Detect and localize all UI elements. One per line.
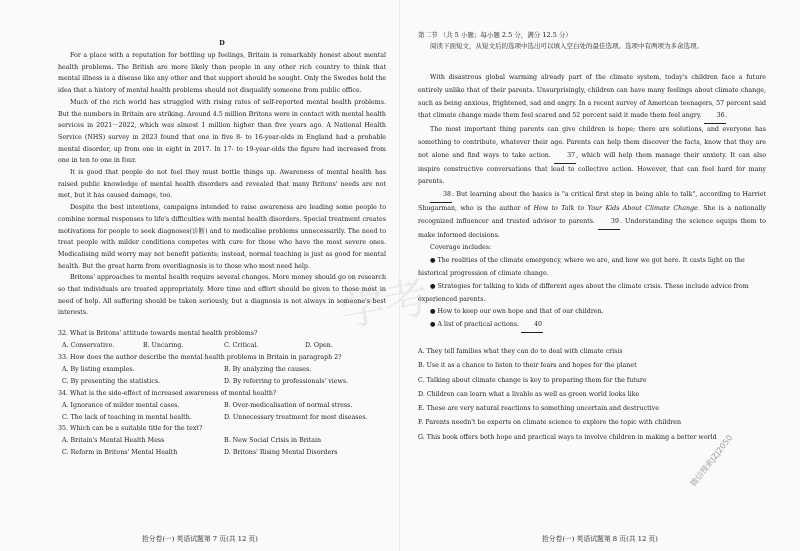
option: C. By presenting the statistics. <box>62 377 161 385</box>
blank-40: 40 <box>521 319 543 333</box>
right-page <box>400 0 800 551</box>
passage-paragraph: It is good that people do not feel they must bottle things up. Awareness of mental health has raised public knowledge of mental health disorders and revealed that many Britons' needs are not met, but it has caused damage, too. <box>58 169 386 200</box>
option: A. Conservative. <box>62 342 115 350</box>
option: B. New Social Crisis in Britain <box>224 437 322 445</box>
watermark-logo: 学考 <box>337 271 433 338</box>
option: A. By listing examples. <box>62 365 135 373</box>
page-footer: 抢分卷(一) 英语试题第 7 页(共 12 页) <box>142 535 258 543</box>
coverage-bullet: ● Strategies for talking to kids of different ages about the climate crisis. These include advice from experienced parents. <box>418 282 749 303</box>
coverage-bullet: ● The realities of the climate emergency, where we are, and how we got here. It casts light on the historical progression of climate change. <box>418 257 745 277</box>
coverage-label: Coverage includes: <box>430 244 492 252</box>
option: C. Reform in Britons' Mental Health <box>62 449 178 457</box>
passage-heading: D <box>219 39 225 47</box>
passage-paragraph: Britons' approaches to mental health require several changes. More money should go on research so that individuals are treated appropriately. More time and effort should be given to those most in need of help. All suffering should be taken seriously, but a diagnosis is not always in someone's best interests. <box>58 274 386 317</box>
section-instructions: 阅读下面短文，从短文后的选项中选出可以填入空白处的最佳选项。选项中有两项为多余选项。 <box>430 42 703 50</box>
passage-paragraph: With disastrous global warming already part of the climate system, today's children face a future entirely unlike that of their parents. Unsurprisingly, children can have many feelings about climate change, such as being anxious, frightened, sad and angry. In a recent survey of American teenagers, 57 percent said that climate change made them feel scared and 52 percent said it made them feel angry. 36. <box>418 72 766 124</box>
option: D. Open. <box>305 342 333 350</box>
blank-36: 36 <box>704 110 726 124</box>
blank-38: 38 <box>430 189 452 203</box>
passage-paragraph: For a place with a reputation for bottling up feelings, Britain is remarkably honest about mental health problems. The British are more likely than people in any other rich country to think that mental illness is a disease like any other and that support should be sought. Only the Swedes hold the idea that a history of mental health problems should not disqualify someone from public office. <box>58 52 386 95</box>
question-33-stem: 33. How does the author describe the mental health problems in Britain in paragraph 2? <box>58 353 342 361</box>
blank-37: 37 <box>554 150 576 164</box>
option: B. By analyzing the causes. <box>224 365 312 373</box>
answer-option: B. Use it as a chance to listen to their fears and hopes for the planet <box>418 362 637 370</box>
coverage-bullet: ● A list of practical actions. 40 <box>418 319 766 333</box>
book-title: How to Talk to Your Kids About Climate Change <box>533 204 698 212</box>
answer-option: E. These are very natural reactions to something uncertain and destructive <box>418 405 659 413</box>
question-35-stem: 35. Which can be a suitable title for the text? <box>58 425 203 433</box>
question-32-options <box>58 340 386 352</box>
option: B. Over-medicalisation of normal stress. <box>224 401 353 409</box>
option: C. Critical. <box>224 342 259 350</box>
answer-option: F. Parents needn't be experts on climate science to explore the topic with children <box>418 419 682 427</box>
question-34-stem: 34. What is the side-effect of increased awareness of mental health? <box>58 389 277 397</box>
answer-option: D. Children can learn what a livable as well as green world looks like <box>418 390 640 398</box>
question-33-options <box>58 364 386 388</box>
option: D. Unnecessary treatment for most diseases. <box>224 413 368 421</box>
option: D. By referring to professionals' views. <box>224 377 349 385</box>
coverage-bullet: ● How to keep our own hope and that of our children. <box>430 308 604 316</box>
page-footer: 抢分卷(一) 英语试题第 8 页(共 12 页) <box>542 535 658 543</box>
question-32-stem: 32. What is Britons' attitude towards mental health problems? <box>58 330 258 338</box>
answer-option: G. This book offers both hope and practical ways to involve children in making a better world <box>418 433 717 441</box>
option: A. Britain's Mental Health Mess <box>62 437 165 445</box>
option: D. Britons' Rising Mental Disorders <box>224 449 338 457</box>
passage-paragraph: The most important thing parents can give children is hope; there are solutions, and everyone has something to contribute, whatever their age. Parents can help them discover the facts, know that they are not alone and find ways to take action. 37, which will help them manage their anxiety. It can also inspire constructive conversations that lead to collective action. However, that can feel hard for many parents. <box>418 126 766 186</box>
section-title: 第二节 （共 5 小题；每小题 2.5 分，满分 12.5 分） <box>418 31 572 39</box>
question-34-options <box>58 400 386 424</box>
watermark-text: 微信搜索JZJ2050 <box>688 433 735 489</box>
answer-option: C. Talking about climate change is key to preparing them for the future <box>418 376 647 384</box>
option: B. Uncaring. <box>143 342 184 350</box>
answer-option: A. They tell families what they can do to deal with climate crisis <box>418 347 623 355</box>
passage-paragraph: Much of the rich world has struggled with rising rates of self-reported mental health problems. But the numbers in Britain are striking. Around 4.5 million Britons were in contact with mental health services in 2021－2022, which was almost 1 million higher than five years ago. A National Health Service (NHS) survey in 2023 found that one in five 8- to 16-year-olds in England had a probable mental disorder, up from one in eight in 2017. In 17- to 19-year-olds the figure had increased from one in ten to one in four. <box>58 98 386 165</box>
option: A. Ignorance of milder mental cases. <box>62 401 180 409</box>
passage-paragraph: 38. But learning about the basics is "a critical first step in being able to talk", according to Harriet Shugarman, who is the author of How to Talk to Your Kids About Climate Change. She is a nationally recognized influencer and trusted advisor to parents. 39. Understanding the science equips them to make informed decisions. <box>418 191 766 239</box>
blank-39: 39 <box>598 216 620 230</box>
passage-paragraph: Despite the best intentions, campaigns intended to raise awareness are leading some people to combine normal responses to life's difficulties with mental health disorders. Special treatment creates motivations for people to seek diagnoses(诊断) and to medicalise problems unnecessarily. The need to treat people with milder conditions competes with cure for those who have the most severe ones. Medicalising mild worry may not benefit patients; instead, normal teaching is just as good for mental health. But the great harm from overdiagnosis is to those who most need help. <box>58 204 386 270</box>
question-35-options <box>58 435 386 459</box>
option: C. The lack of teaching in mental health. <box>62 413 192 421</box>
